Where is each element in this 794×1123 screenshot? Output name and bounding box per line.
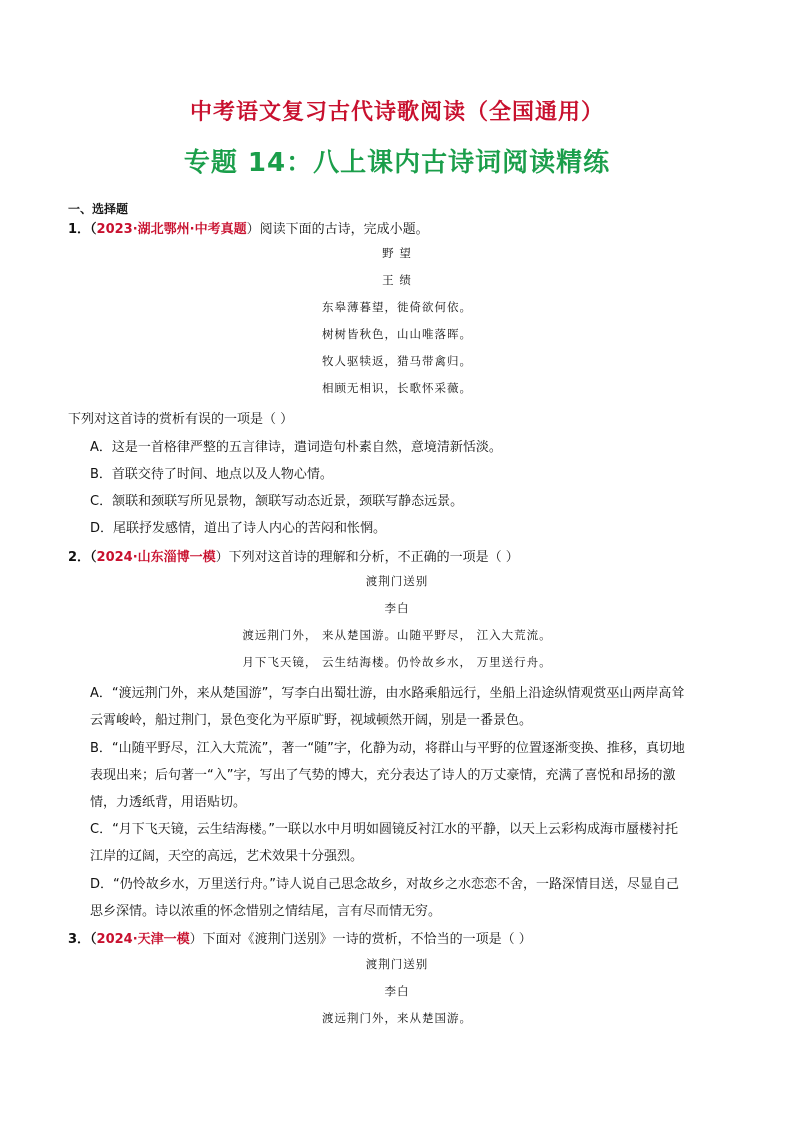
option-c: C．颔联和颈联写所见景物，颔联写动态近景，颈联写静态远景。 — [90, 494, 464, 509]
question-source: 2024·山东淄博一模 — [96, 550, 216, 565]
option-a: A．这是一首格律严整的五言律诗，遣词造句朴素自然，意境清新恬淡。 — [90, 440, 502, 455]
question-2-header — [0, 546, 794, 565]
question-number: 2．（ — [68, 550, 97, 565]
poem-author: 李白 — [384, 984, 410, 998]
option-d-continued: 思乡深情。诗以浓重的怀念惜别之情结尾，言有尽而情无穷。 — [90, 904, 442, 919]
question-3-header — [0, 928, 794, 947]
poem-title: 渡荆门送别 — [365, 957, 429, 971]
poem-line: 东皋薄暮望，徙倚欲何依。 — [322, 300, 472, 314]
section-heading: 一、选择题 — [68, 202, 129, 216]
question-stem: ）下面对《渡荆门送别》一诗的赏析，不恰当的一项是（ ） — [189, 932, 532, 947]
poem-title: 野 望 — [382, 246, 412, 260]
question-number: 3．（ — [68, 932, 97, 947]
question-prompt: 下列对这首诗的赏析有误的一项是（ ） — [68, 412, 294, 427]
question-stem: ）下列对这首诗的理解和分析，不正确的一项是（ ） — [215, 550, 519, 565]
document-title: 中考语文复习古代诗歌阅读（全国通用） — [189, 100, 604, 125]
poem-line: 树树皆秋色，山山唯落晖。 — [322, 327, 472, 341]
poem-line: 渡远荆门外， 来从楚国游。山随平野尽， 江入大荒流。 — [242, 628, 552, 642]
poem-line: 渡远荆门外，来从楚国游。 — [322, 1011, 472, 1025]
question-source: 2023·湖北鄂州·中考真题 — [96, 222, 247, 237]
option-d: D．“仍怜故乡水，万里送行舟。”诗人说自己思念故乡，对故乡之水恋恋不舍，一路深情目送，尽显自己 — [90, 877, 679, 892]
option-c-continued: 江岸的辽阔，天空的高远，艺术效果十分强烈。 — [90, 849, 364, 864]
option-a: A．“渡远荆门外，来从楚国游”，写李白出蜀壮游，由水路乘船远行，坐船上沿途纵情观赏巫山两岸高耸 — [90, 686, 685, 701]
document-subtitle: 专题 14：八上课内古诗词阅读精练 — [183, 148, 611, 178]
option-b-continued: 表现出来；后句著一“入”字，写出了气势的博大，充分表达了诗人的万丈豪情，充满了喜悦和昂扬的激 — [90, 768, 676, 783]
option-a-continued: 云霄峻岭，船过荆门，景色变化为平原旷野，视域顿然开阔，别是一番景色。 — [90, 713, 533, 728]
question-1-header — [0, 218, 794, 237]
option-b: B．首联交待了时间、地点以及人物心情。 — [90, 467, 333, 482]
option-d: D．尾联抒发感情，道出了诗人内心的苦闷和怅惘。 — [90, 521, 387, 536]
option-c: C．“月下飞天镜，云生结海楼。”一联以水中月明如圆镜反衬江水的平静，以天上云彩构成海市蜃楼衬托 — [90, 822, 679, 837]
poem-line: 月下飞天镜， 云生结海楼。仍怜故乡水， 万里送行舟。 — [242, 655, 552, 669]
option-b-continued: 情，力透纸背，用语贴切。 — [90, 795, 247, 810]
question-source: 2024·天津一模 — [96, 932, 190, 947]
question-stem: ）阅读下面的古诗，完成小题。 — [246, 222, 429, 237]
question-number: 1．（ — [68, 222, 97, 237]
poem-title: 渡荆门送别 — [365, 574, 429, 588]
poem-line: 牧人驱犊返，猎马带禽归。 — [322, 354, 472, 368]
poem-line: 相顾无相识，长歌怀采薇。 — [322, 381, 472, 395]
poem-author: 李白 — [384, 601, 410, 615]
option-b: B．“山随平野尽，江入大荒流”，著一“随”字，化静为动，将群山与平野的位置逐渐变换、推移，真切地 — [90, 741, 685, 756]
poem-author: 王 绩 — [382, 273, 412, 287]
